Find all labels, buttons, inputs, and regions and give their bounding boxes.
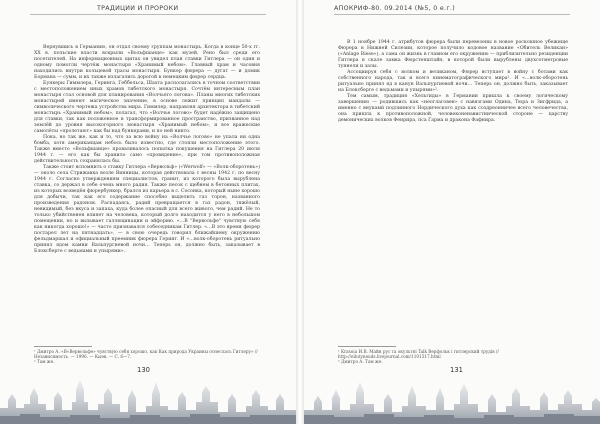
paragraph: Пока, но так же, как и то, что за всю войну на «Волчье логово» не упала ни одна бомба, хотя американцам небось было известно, где стояли местоположение этого. Также вместо «Вольфшанце» проваливалось попытка покушения на Гитлера 20 июля 1944 г. — его как бы хранило само «провидение», при том противоположная действительность сохранялась бы. — [34, 135, 260, 164]
page-number-left: 130 — [137, 366, 150, 374]
book-gutter — [296, 0, 304, 424]
footnote-rule — [34, 346, 92, 347]
footnote: ² Там же. — [34, 359, 55, 365]
paragraph: Тем самым, традиция «Хельгиды» в Германии пришла к своему логическому завершению — родившись как «неоглаговен» с навязгами Одина, Тюра и Зигфрида, а именно с внуками́ подлинного Нордического духа как создреонничее всего человечества, она пришла к противоположной, человеконенавистнической стороне — царству демонических волков Фенрира, пса Гарма и дракона Фафнира. — [338, 94, 568, 123]
right-page — [304, 0, 600, 424]
footnote: ¹ Krasoia И.В. Майн pyc та окультні Talk Верфольк і гитлерский трудів // http://eilutyneuds.livejournal.com/1101517.html — [338, 349, 499, 360]
footnote: ² Дмитро А. Там же. — [338, 359, 383, 365]
header-rule — [30, 14, 266, 15]
paragraph: Также стоит вспомнить о ставку Гитлера «Вервольф» («Werwolf» — «Волк-оборотень») — около села Стрижавка возле Винницы, которая действовала с весны 1942 г. по весну 1944 г. Согласно утверждениям специалистов, гранит, из которого была вырублена ставка, со держал в себе очень много радия. Также песок с щебнем в бетонных плитах, из которых возведён фюрербункер, брался из карьера в с. Сосонка, который ныне хорошо для добычи, так как его содержание способно выделить газ торон, названного произведения радоном. Распадаясь, радий превращается в газ радон, тяжёлый, невидимый, без вкуса и запаха, куда более опасный для всего живого, чем радий. Не то только убийственен влияет на человека, который долго находится у него в небольшом помещении, но и вызывает галлюцинации и эйфорию. «…В "Вервольфе" чувствую себя как никогда хорошо!» — часто признавался собеседникам Гитлер. «…В это время фюрер постарел лет на пятнадцать», — в свою очередь говорил ближайшему окружению фельдмаршал и официальный преемник фюрера Геринг. И «…волк-оборотень ритуально принял ядом камни Вальпургиевой ночи… Теперь он, должно быть, заказывает в Блоксберге с ведьмами и упырями». — [34, 165, 260, 254]
right-page-body — [338, 40, 568, 124]
paragraph: Ассоциируя себя с волком и великаном, Фюрер вступает в войну с ботами как собственного народа, так и всего кинематографического мира¹. И «…волк-оборотень ритуально принял яд в канун Вальпургиевой ночи… Теперь он, должно быть, заказывает на Блоксберге с ведьмами и упырями»². — [338, 70, 568, 93]
right-footnotes — [338, 346, 568, 365]
footnote: ¹ Дмитро А. «В«Вервольфе» чувствую себя хорошо, как Как природа Украины отнеслась Гитлеру» // Независимость. — 1996. — Кыев. — С. 6—7. — [34, 349, 258, 360]
kremlin-skyline-left-illustration — [0, 368, 296, 424]
left-footnotes — [34, 346, 264, 365]
running-header-left: ТРАДИЦИИ И ПРОРОКИ — [97, 5, 179, 12]
paragraph: В 1 ноябре 1944 г. атрибутов фюрера были перевезены в новое роскошное убежище Фюрера в Нижней Силезии, которое получило кодовое название «Обитель Великан» («Anlage Riese»), а сама он жизнь в главном его окружению — приблизительно резиденции Гитлера в скале замка Фюрстенштайн, в которой были вырублены двухсотметровые туннели и залы. — [338, 40, 568, 69]
footnote-rule — [338, 346, 396, 347]
page-number-right: 131 — [450, 366, 463, 374]
header-rule — [334, 14, 570, 15]
left-page-body — [34, 45, 260, 255]
paragraph: Вернувшись в Германию, он отдал своему группам монастырь. Когда в конце 50-х гг. XX в. польские власти вскрыли «Вольфшанце» как музей, Рено был среди его посетителей. На информационных щитах он увидел план ставки Гитлера — он один и одному помогли чертёж монастыря «Хранимый небом». Главный храм и часовня находились внутри кольцевой трасы монастыря. Бункер фюрера — дугат — и домик Бормана — сумм, и их также излагались дорогой к немецким фюрер сердца. — [34, 45, 260, 80]
running-header-right: АПОКРИФ-80. 09.2014 (№5, 0 е.г.) — [334, 5, 455, 12]
paragraph: Бункеры Гиммлера, Геринга, Геббельса, Шахта располагались в точном соответствии с местоположением иных храмов тибетского монастыря. Сочтём интересным план монастыря стал основой для планирования «Волчьего логова». Планы многих тибетских монастырей имеют магическое значение, в основе лежит принцип мандалы — символического чертежа устройства мира. Гиммлер, направляя архитектора в тибетский монастырь «Хранимый небом», полагал, что «Волчье логово» будет надёжно защищено для ставки, так как положенное в трансформированное пространство, призванное над землёй до уровня высокогорного монастыря «Хранимый небом», и все вражеские самолёты «пролетают» как бы над бункерами, и по ней никто. — [34, 81, 260, 134]
left-page — [0, 0, 296, 424]
kremlin-skyline-right-illustration — [304, 368, 600, 424]
